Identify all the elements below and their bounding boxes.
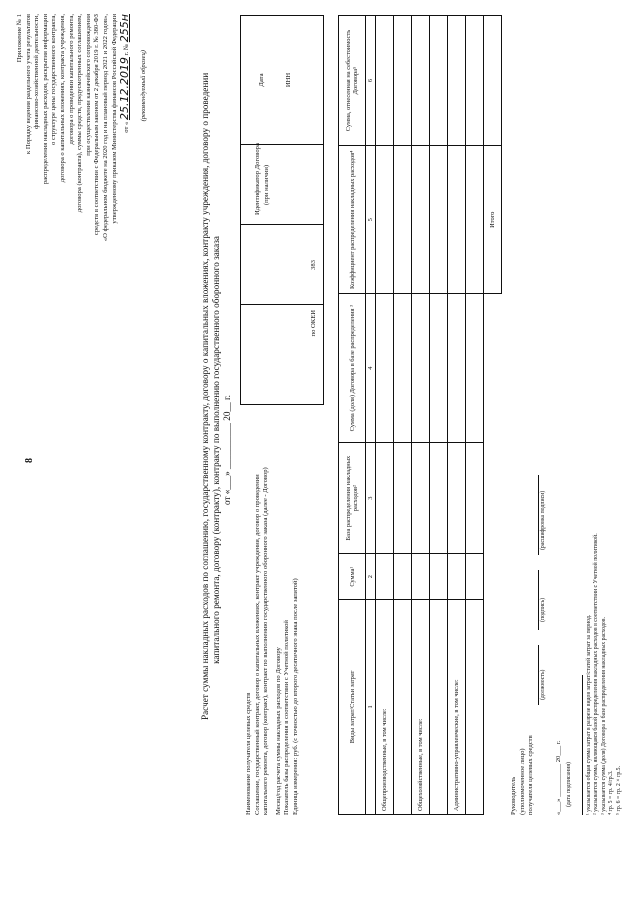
value-cell: [466, 294, 484, 442]
agreement-line1: Соглашение, государственный контракт, договор о капитальных вложениях, контракт учреждения, договор о проведении: [253, 474, 261, 815]
value-cell: [448, 554, 466, 599]
order-date-handwritten: 25.12.2019: [118, 57, 132, 121]
decode-line: [538, 475, 539, 555]
empty-cell: [484, 442, 502, 554]
value-cell: [430, 294, 448, 442]
value-cell: [376, 554, 394, 599]
signature-head3: получателя целевых средств: [527, 735, 535, 815]
appendix-line: к Порядку ведения раздельного учета результатов: [24, 14, 32, 155]
value-cell: [448, 146, 466, 294]
appendix-line: средств в соответствии с Федеральным законом от 2 декабря 2019 г. № 380-ФЗ: [93, 14, 101, 236]
page-number: 8: [24, 458, 35, 463]
appendix-line: финансово-хозяйственной деятельности,: [33, 14, 41, 129]
cost-type-cell: [394, 599, 412, 814]
value-cell: [376, 16, 394, 146]
footnote: ³ указывается сумма (доля) Договора в базе распределения накладных расходов.: [600, 617, 607, 815]
column-number-row: [366, 16, 376, 815]
value-cell: [430, 554, 448, 599]
codes-value-okei: 383: [310, 260, 317, 270]
appendix-line: Приложение № 1: [16, 14, 23, 63]
value-cell: [466, 146, 484, 294]
total-value-cell: [484, 16, 502, 146]
value-cell: [412, 554, 430, 599]
value-cell: [430, 146, 448, 294]
appendix-line: договора о капитальных вложениях, контракта учреждения,: [58, 14, 66, 183]
title-date-line: от «___» __________ 20__ г.: [222, 395, 232, 505]
table-header-row: [339, 16, 366, 815]
value-cell: [394, 16, 412, 146]
value-cell: [394, 146, 412, 294]
appendix-line: «О федеральном бюджете на 2020 год и на плановый период 2021 и 2022 годов»,: [101, 14, 109, 242]
empty-cell: [484, 554, 502, 599]
column-number: 5: [366, 146, 376, 294]
table-row: [430, 16, 448, 815]
appendix-line: договора о проведении капитального ремонта,: [67, 14, 75, 145]
position-line: [538, 645, 539, 705]
signature-date-line: «___» __________ 20___ г.: [555, 740, 562, 815]
footnote: ¹ указывается общая сумма затрат в разрезе видов затрат/статей затрат за период.: [586, 614, 592, 815]
title-line2: капитального ремонта, договору (контракту), контракту по выполнению государственного оборонного заказа: [211, 236, 221, 664]
total-row: [484, 16, 502, 815]
footnote: ² указывается сумма, являющаяся базой распределения накладных расходов в соответствии с Учетной политикой.: [593, 533, 600, 815]
empty-cell: [484, 599, 502, 814]
value-cell: [412, 442, 430, 554]
value-cell: [412, 146, 430, 294]
appendix-line: распределения накладных расходов, раскрытия информации: [41, 14, 49, 185]
column-number: 3: [366, 442, 376, 554]
unit-label: Единица измерения: руб. (с точностью до второго десятичного знака после запятой): [291, 578, 299, 815]
column-number: 1: [366, 599, 376, 814]
value-cell: [448, 16, 466, 146]
appendix-block: [16, 14, 132, 241]
cost-type-cell: Общепроизводственные, в том числе:: [376, 599, 394, 814]
value-cell: [448, 294, 466, 442]
cost-type-cell: [430, 599, 448, 814]
value-cell: [376, 442, 394, 554]
codes-box-divider: [240, 304, 324, 305]
recommended-label: (рекомендуемый образец): [140, 50, 147, 122]
value-cell: [466, 16, 484, 146]
value-cell: [376, 146, 394, 294]
table-row: [466, 16, 484, 815]
decode-caption: (расшифровка подписи): [540, 490, 546, 550]
table-row: [394, 16, 412, 815]
overhead-table: [338, 15, 502, 815]
value-cell: [376, 294, 394, 442]
header-cell: Сумма (доля) Договора в базе распределения ³: [339, 294, 366, 442]
appendix-order-line: [118, 14, 132, 241]
signature-line: [538, 570, 539, 630]
signature-date-caption: (дата подписания): [566, 762, 572, 807]
signature-head1: Руководитель: [510, 776, 517, 815]
cost-type-cell: [466, 599, 484, 814]
appendix-line: при осуществлении казначейского сопровождения: [84, 14, 92, 156]
agreement-line2: капитального ремонта, договор (контракт), контракт по выполнению государственного оборонного заказа (далее - Договор): [262, 467, 270, 815]
codes-box-divider: [240, 224, 324, 225]
value-cell: [448, 442, 466, 554]
value-cell: [466, 442, 484, 554]
order-prefix: от «: [123, 121, 131, 133]
value-cell: [430, 16, 448, 146]
sign-caption: (подпись): [540, 597, 546, 622]
header-cell: Сумма¹: [339, 554, 366, 599]
codes-label-inn: ИНН: [285, 72, 292, 88]
footnote-separator: [582, 675, 583, 815]
order-mid: г. №: [123, 43, 131, 56]
recipient-name-label: Наименование получателя целевых средств: [245, 692, 252, 815]
base-label: Показатель базы распределения в соответствии с Учетной политикой: [283, 620, 291, 815]
total-label: Итого: [484, 146, 502, 294]
cost-type-cell: Общехозяйственные, в том числе:: [412, 599, 430, 814]
value-cell: [394, 294, 412, 442]
title-line1: Расчет суммы накладных расходов по соглашению, государственному контракту, договору о капитальных вложениях, контракту учреждения, договору о проведении: [200, 72, 210, 720]
recipient-block: [245, 467, 301, 815]
value-cell: [430, 442, 448, 554]
value-cell: [394, 554, 412, 599]
signature-head2: (уполномоченное лицо): [518, 748, 526, 815]
table-row: [376, 16, 394, 815]
value-cell: [466, 554, 484, 599]
appendix-line: договора (контракта), суммы средств, предусмотренных соглашением,: [76, 14, 84, 213]
codes-label-okei: по ОКЕИ: [310, 310, 317, 337]
signature-heading: [510, 735, 536, 815]
column-number: 2: [366, 554, 376, 599]
header-cell: Сумма, отнесенная на себестоимость Договора⁵: [339, 16, 366, 146]
table-row: [412, 16, 430, 815]
appendix-line: утвержденному приказом Министерства финансов Российской Федерации: [110, 14, 118, 224]
appendix-line: о структуре цены государственного контракта,: [50, 14, 58, 145]
footnote: ⁵ гр. 6 = гр. 2 × гр.5.: [615, 765, 622, 815]
value-cell: [412, 294, 430, 442]
footnotes: [586, 533, 623, 815]
order-number-handwritten: 255н: [118, 14, 132, 43]
codes-label-date: Дата: [258, 73, 265, 87]
codes-id-label2: (при наличии): [262, 164, 270, 206]
cost-type-cell: Административно-управленческие, в том числе:: [448, 599, 466, 814]
column-number: 6: [366, 16, 376, 146]
header-cell: Коэффициент распределения накладных расходов⁴: [339, 146, 366, 294]
value-cell: [412, 16, 430, 146]
value-cell: [394, 442, 412, 554]
footnote: ⁴ гр. 5 = гр. 4/гр.3.: [608, 770, 615, 815]
codes-label-id: [254, 143, 271, 215]
table-row: [448, 16, 466, 815]
header-cell: Виды затрат/Статьи затрат: [339, 599, 366, 814]
position-caption: (должность): [540, 669, 546, 700]
codes-box-divider: [240, 144, 324, 145]
header-cell: База распределения накладных расходов²: [339, 442, 366, 554]
form-title: [200, 72, 233, 720]
codes-id-label: Идентификатор Договора: [254, 143, 261, 215]
period-label: Месяц/год расчета суммы накладных расходов по Договору: [274, 647, 282, 815]
column-number: 4: [366, 294, 376, 442]
empty-cell: [484, 294, 502, 442]
